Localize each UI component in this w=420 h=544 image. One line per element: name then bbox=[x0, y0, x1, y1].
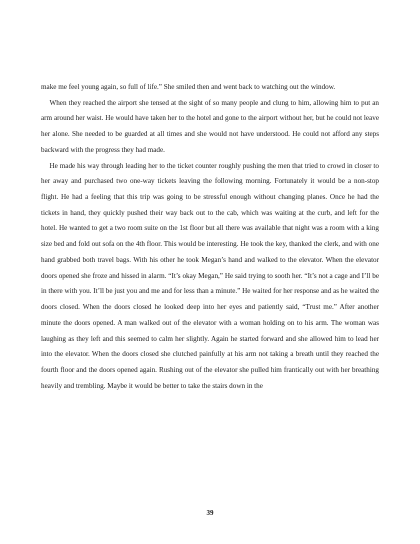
paragraph-1: make me feel young again, so full of life.” She smiled then and went back to watching out the window. bbox=[41, 83, 336, 91]
page-number: 39 bbox=[206, 509, 214, 517]
paragraph-3: He made his way through leading her to the ticket counter roughly pushing the men that tried to crowd in closer to her away and purchased two one-way tickets leaving the following morning. Fortunately it would be a non-stop flight. He had a feeling that this trip was going to be stressful enough without changing planes. Once he had the tickets in hand, they quickly pushed their way back out to the cab, which was waiting at the curb, and left for the hotel. He wanted to get a two room suite on the 1st floor but all there was available that night was a room with a king size bed and fold out sofa on the 4th floor. This would be interesting. He took the key, thanked the clerk, and with one hand grabbed both travel bags. With his other he took Megan’s hand and walked to the elevator. When the elevator doors opened she froze and hissed in alarm. “It’s okay Megan,” He said trying to sooth her. “It’s not a cage and I’ll be in there with you. It’ll be just you and me and for less than a minute.” He waited for her response and as he waited the doors closed. When the doors closed he looked deep into her eyes and patiently said, “Trust me.” After another minute the doors opened. A man walked out of the elevator with a woman holding on to his arm. The woman was laughing as they left and this seemed to calm her slightly. Again he started forward and she allowed him to lead her into the elevator. When the doors closed she clutched painfully at his arm not taking a breath until they reached the fourth floor and the doors opened again. Rushing out of the elevator she pulled him frantically out with her breathing heavily and trembling. Maybe it would be better to take the stairs down in the bbox=[41, 161, 379, 390]
paragraph-2: When they reached the airport she tensed at the sight of so many people and clung to him, allowing him to put an arm around her waist. He would have taken her to the hotel and gone to the airport without her, but he could not leave her alone. She needed to be guarded at all times and she would not have understood. He could not afford any steps backward with the progress they had made. bbox=[41, 98, 379, 154]
body-text bbox=[41, 80, 379, 394]
